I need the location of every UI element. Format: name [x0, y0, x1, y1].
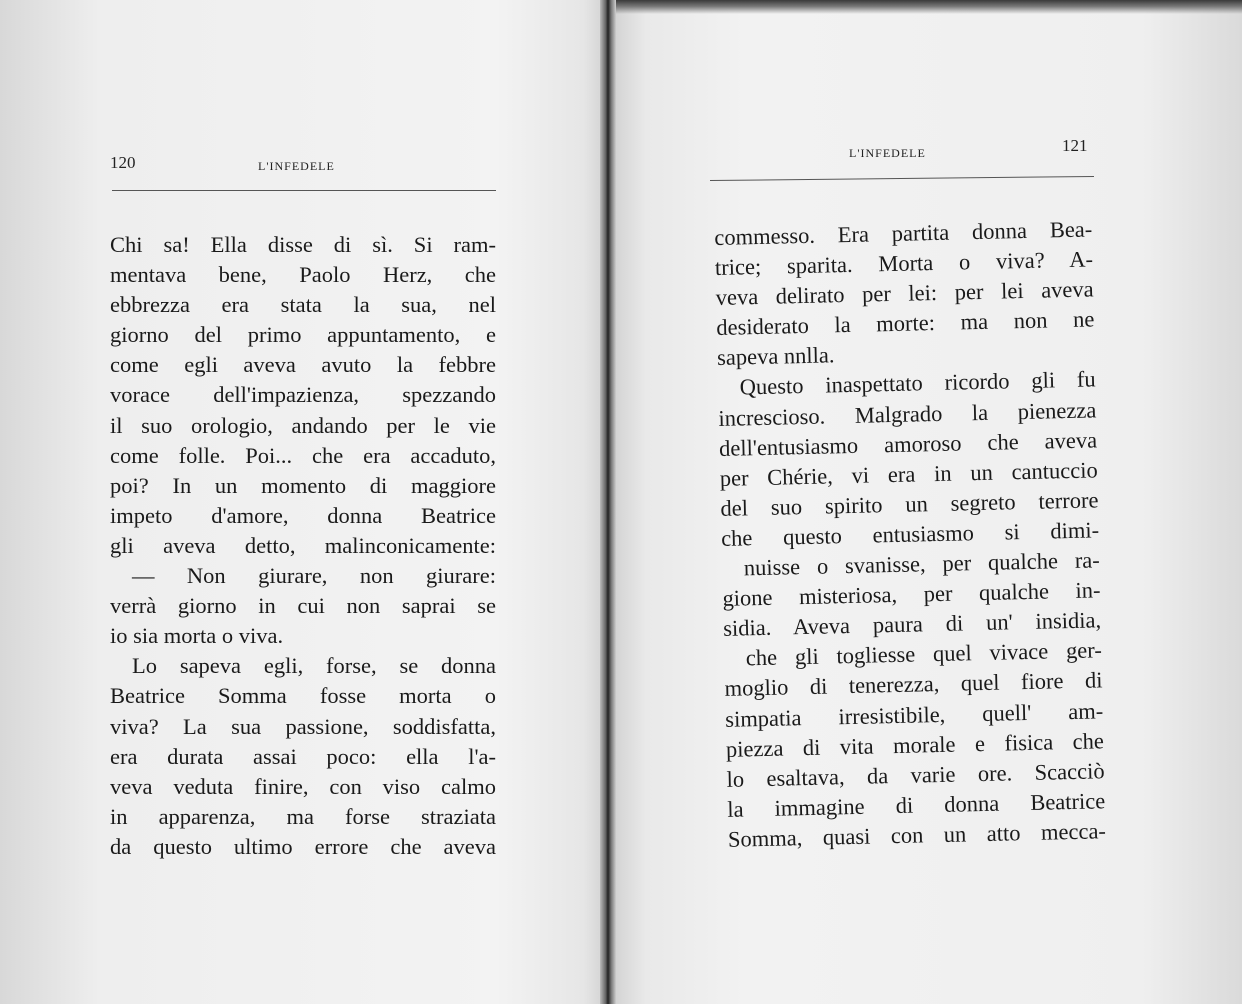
body-text: [110, 230, 496, 862]
text-line: verrà giorno in cui non saprai se: [110, 593, 496, 619]
text-line: Beatrice Somma fosse morta o: [110, 683, 496, 709]
text-line: veva veduta finire, con viso calmo: [110, 773, 496, 799]
text-line: veva delirato per lei: per lei aveva: [715, 276, 1094, 311]
text-line: Somma, quasi con un atto mecca-: [727, 818, 1107, 852]
text-line: dell'entusiasmo amoroso che aveva: [718, 427, 1098, 461]
text-line: poi? In un momento di maggiore: [110, 472, 496, 498]
text-line: sapeva nnlla.: [716, 342, 835, 371]
header-rule: [710, 176, 1094, 181]
page-number: 121: [1062, 136, 1088, 155]
text-line: moglio di tenerezza, quel fiore di: [724, 667, 1103, 702]
text-line: il suo orologio, andando per le vie: [110, 412, 496, 438]
text-line: che gli togliesse quel vivace ger-: [745, 637, 1103, 671]
text-line: viva? La sua passione, soddisfatta,: [110, 713, 496, 739]
text-line: in apparenza, ma forse straziata: [110, 803, 496, 829]
text-line: Questo inaspettato ricordo gli fu: [739, 366, 1096, 400]
text-line: giorno del primo appuntamento, e: [110, 322, 496, 348]
text-line: del suo spirito un segreto terrore: [720, 487, 1099, 521]
text-line: sidia. Aveva paura di un' insidia,: [722, 607, 1102, 642]
running-head: L'INFEDELE: [258, 159, 335, 173]
text-line: impeto d'amore, donna Beatrice: [110, 502, 496, 528]
text-line: come egli aveva avuto la febbre: [110, 352, 496, 378]
left-page: [0, 0, 600, 1004]
body-text: [714, 214, 1106, 854]
text-line: la immagine di donna Beatrice: [727, 788, 1106, 822]
text-line: nuisse o svanisse, per qualche ra-: [743, 547, 1101, 581]
right-page: [616, 0, 1242, 1004]
text-line: gione misteriosa, per qualche in-: [722, 577, 1101, 612]
text-line: vorace dell'impazienza, spezzando: [110, 382, 496, 408]
text-line: piezza di vita morale e fisica che: [725, 727, 1105, 762]
text-line: desiderato la morte: ma non ne: [716, 306, 1095, 341]
text-line: io sia morta o viva.: [110, 623, 284, 649]
text-line: ebbrezza era stata la sua, nel: [110, 292, 496, 318]
text-line: da questo ultimo errore che aveva: [110, 833, 496, 859]
text-line: che questo entusiasmo si dimi-: [720, 517, 1100, 551]
text-line: — Non giurare, non giurare:: [132, 563, 496, 589]
text-line: trice; sparita. Morta o viva? A-: [714, 246, 1094, 281]
page-number: 120: [110, 153, 136, 172]
running-head: L'INFEDELE: [849, 146, 926, 160]
text-line: per Chérie, vi era in un cantuccio: [719, 457, 1098, 491]
text-line: come folle. Poi... che era accaduto,: [110, 442, 496, 468]
text-line: commesso. Era partita donna Bea-: [714, 216, 1093, 250]
book-gutter: [600, 0, 616, 1004]
text-line: gli aveva detto, malinconicamente:: [110, 532, 496, 558]
text-line: Lo sapeva egli, forse, se donna: [132, 653, 496, 679]
text-line: increscioso. Malgrado la pienezza: [718, 396, 1097, 431]
text-line: simpatia irresistibile, quell' am-: [724, 697, 1104, 732]
text-line: mentava bene, Paolo Herz, che: [110, 262, 496, 288]
text-line: era durata assai poco: ella l'a-: [110, 743, 496, 769]
text-line: lo esaltava, da varie ore. Scacciò: [726, 757, 1105, 792]
header-rule: [112, 190, 496, 191]
text-line: Chi sa! Ella disse di sì. Si ram-: [110, 232, 496, 257]
